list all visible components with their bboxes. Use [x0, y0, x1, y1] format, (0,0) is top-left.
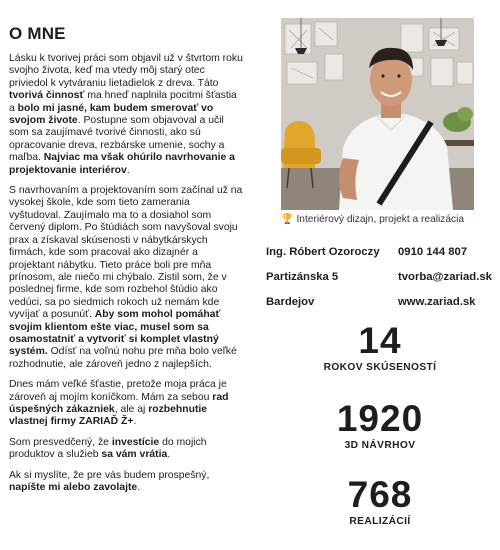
about-text — [9, 53, 243, 494]
contact-city: Bardejov — [266, 296, 315, 308]
bold-text: rozbehnutie vlastnej firmy ZARIAĎ Ž+ — [9, 403, 208, 428]
about-paragraph — [9, 470, 243, 495]
stat-label: 3D NÁVRHOV — [344, 440, 416, 451]
text-run: . — [137, 482, 141, 493]
stat-designs — [290, 400, 470, 451]
stat-value: 14 — [358, 320, 402, 361]
text-run: . Postupne som objavoval a učil som sa zaujímavé tvorivé činnosti, ako sú opracovanie dreva, rezbárske umenie, sochy a maľba. — [9, 115, 225, 164]
about-paragraph — [9, 185, 243, 371]
contact-name: Ing. Róbert Ozoroczy — [266, 246, 380, 258]
contact-email[interactable]: tvorba@zariad.sk — [398, 271, 492, 283]
text-run: . — [167, 449, 171, 461]
bold-text: sa vám vrátia — [101, 449, 168, 461]
text-run: . — [133, 416, 137, 428]
text-run: , ale aj — [114, 403, 149, 415]
text-run: Lásku k tvorivej práci som objavil už v štvrtom roku svojho života, keď ma vtedy môj starý otec priviedol k vytváraniu lietadielok z dreva. Táto — [9, 53, 243, 89]
about-paragraph — [9, 437, 243, 462]
bold-text: napíšte mi alebo zavolajte — [9, 482, 138, 493]
about-paragraph — [9, 379, 243, 429]
section-heading: O MNE — [9, 24, 66, 43]
bold-text: Najviac ma však ohúrilo navrhovanie a projektovanie interiérov — [9, 152, 235, 176]
bold-text: Aby som mohol pomáhať svojim klientom ešte viac, musel som sa osamostatniť a vytvoriť si komplet vlastný systém. — [9, 309, 221, 358]
about-section — [9, 24, 243, 502]
text-run: do mojich produktov a služieb — [9, 436, 207, 461]
contact-phone[interactable]: 0910 144 807 — [398, 246, 468, 258]
contact-street: Partizánska 5 — [266, 271, 339, 283]
text-run: Ak si myslíte, že pre vás budem prospešný, — [9, 469, 210, 481]
bold-text: rad úspešných zákazniek — [9, 391, 229, 415]
contact-block — [266, 240, 496, 315]
text-run: . — [126, 164, 130, 176]
stat-experience — [290, 322, 470, 373]
caption-text: Interiérový dizajn, projekt a realizácia — [296, 214, 465, 225]
text-run: Dnes mám veľké šťastie, pretože moja práca je zároveň aj mojím koníčkom. Mám za sebou — [9, 379, 227, 403]
stat-label: REALIZÁCIÍ — [349, 516, 411, 527]
text-run: Odísť na voľnú nohu pre mňa bolo veľké rozhodnutie, ale zároveň jedno z najlepších. — [9, 346, 237, 370]
text-run: S navrhovaním a projektovaním som začínal už na vysokej škole, kde som tieto zamerania vyštudoval. Zaujímalo ma to a dosiahol som červený diplom. Po štúdiách som navyšoval svoju prax a získaval skúsenosti v nábytkárskych firmách, kde som pracoval ako dizajnér a projektant nábytku. Tieto práce boli pre mňa prínosom, ale niečo mi chýbalo. Zistil som, že v poslednej firme, kde som rozbehol štúdio ako vedúci, sa po siedmich rokoch už nemám kde vyvíjať a posunúť. — [9, 185, 243, 321]
about-paragraph — [9, 53, 243, 177]
stat-realizations — [290, 476, 470, 527]
stat-label: ROKOV SKÚSENOSTÍ — [323, 362, 437, 373]
bold-text: investície — [111, 436, 160, 448]
text-run: ma hneď naplnila pocitmi šťastia a — [9, 90, 237, 114]
contact-website[interactable]: www.zariad.sk — [398, 296, 476, 308]
text-run: Som presvedčený, že — [9, 436, 112, 448]
portrait-photo — [281, 18, 474, 210]
photo-caption — [281, 214, 493, 225]
bold-text: bolo mi jasné, kam budem smerovať vo svojom živote — [9, 102, 214, 127]
stat-value: 1920 — [336, 398, 424, 439]
stat-value: 768 — [347, 474, 413, 515]
trophy-icon: 🏆 — [281, 214, 294, 225]
bold-text: tvorivá činnosť — [9, 90, 85, 102]
